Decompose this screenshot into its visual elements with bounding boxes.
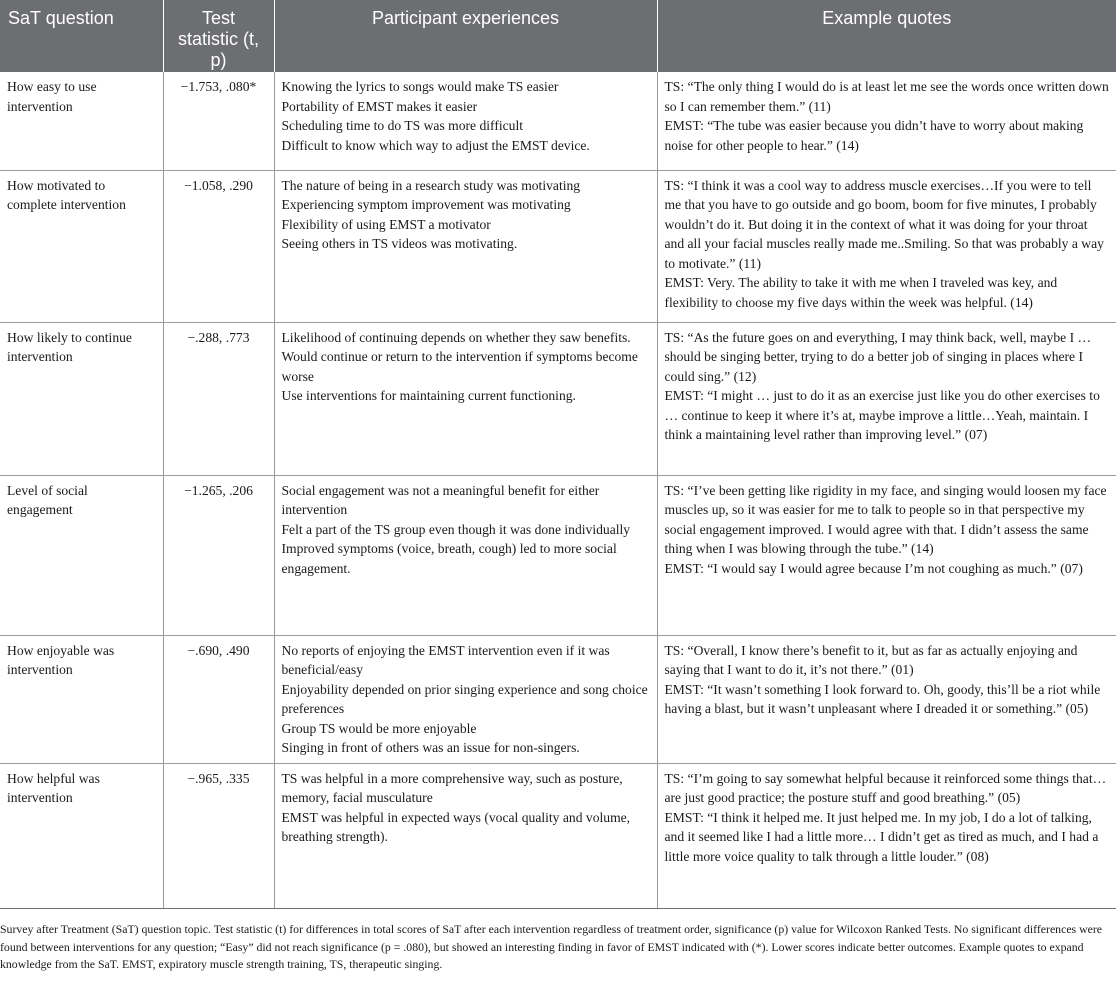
example-quote: EMST: “I think it helped me. It just helped me. In my job, I do a lot of talking, and it seemed like I had a little more… I didn’t get as tired as much, and I had a little more voice quality to talk through a little louder.” (08)	[664, 809, 1099, 864]
example-quote: TS: “I’m going to say somewhat helpful because it reinforced some things that… are just good practice; the posture stuff and good breathing.” (05)	[664, 770, 1107, 805]
example-quote: TS: “Overall, I know there’s benefit to it, but as far as actually enjoying and saying that I want to do it, it’s not there.” (01)	[664, 642, 1078, 677]
table-row	[0, 170, 1116, 322]
participant-experiences-cell	[274, 72, 657, 170]
example-quote: EMST: “I would say I would agree because I’m not coughing as much.” (07)	[664, 560, 1083, 576]
test-statistic-cell: −1.265, .206	[163, 475, 274, 635]
header-example-quotes: Example quotes	[657, 0, 1116, 72]
participant-experiences-cell	[274, 635, 657, 763]
sat-question-cell: How helpful was intervention	[0, 763, 163, 908]
experience-item: Likelihood of continuing depends on whether they saw benefits.	[281, 329, 631, 345]
table-body	[0, 72, 1116, 908]
header-sat-question: SaT question	[0, 0, 163, 72]
experience-item: Flexibility of using EMST a motivator	[281, 216, 491, 232]
experience-item: Experiencing symptom improvement was motivating	[281, 197, 571, 212]
sat-question-cell: How motivated to complete intervention	[0, 170, 163, 322]
experience-item: Difficult to know which way to adjust the EMST device.	[281, 137, 590, 153]
experience-item: Knowing the lyrics to songs would make TS easier	[281, 79, 559, 94]
header-participant-experiences: Participant experiences	[274, 0, 657, 72]
table-row	[0, 475, 1116, 635]
experience-item: Social engagement was not a meaningful benefit for either intervention	[281, 482, 600, 517]
experience-item: Scheduling time to do TS was more difficult	[281, 118, 524, 133]
table-row	[0, 322, 1116, 475]
experience-item: Seeing others in TS videos was motivating.	[281, 236, 518, 251]
example-quotes-cell	[657, 635, 1116, 763]
sat-question-cell: How enjoyable was intervention	[0, 635, 163, 763]
participant-experiences-cell	[274, 763, 657, 908]
table-row	[0, 635, 1116, 763]
table-row	[0, 763, 1116, 908]
experience-item: Group TS would be more enjoyable	[281, 720, 477, 736]
experience-item: Improved symptoms (voice, breath, cough) led to more social engagement.	[281, 541, 617, 576]
test-statistic-cell: −.965, .335	[163, 763, 274, 908]
example-quote: TS: “As the future goes on and everything, I may think back, well, maybe I … should be singing better, trying to do a better job of singing in places where I could sing.” (12)	[664, 329, 1092, 384]
participant-experiences-cell	[274, 170, 657, 322]
experience-item: Enjoyability depended on prior singing experience and song choice preferences	[281, 681, 648, 716]
table-footnote: Survey after Treatment (SaT) question topic. Test statistic (t) for differences in total scores of SaT after each intervention regardless of treatment order, significance (p) value for Wilcoxon Ranked Tests. No significant differences were found between interventions for any question; “Easy” did not reach significance (p = .080), but showed an interesting finding in favor of EMST indicated with (*). Lower scores indicate better outcomes. Example quotes to expand knowledge from the SaT. EMST, expiratory muscle strength training, TS, therapeutic singing.	[0, 922, 1103, 971]
experience-item: The nature of being in a research study was motivating	[281, 177, 581, 193]
test-statistic-cell: −1.753, .080*	[163, 72, 274, 170]
sat-question-cell: Level of social engagement	[0, 475, 163, 635]
experience-item: No reports of enjoying the EMST intervention even if it was beneficial/easy	[281, 642, 610, 677]
example-quote: EMST: Very. The ability to take it with me when I traveled was key, and flexibility to choose my five days within the week was helpful. (14)	[664, 275, 1058, 310]
experience-item: TS was helpful in a more comprehensive way, such as posture, memory, facial musculature	[281, 770, 623, 805]
example-quotes-cell	[657, 170, 1116, 322]
example-quote: EMST: “The tube was easier because you didn’t have to worry about making noise for other people to hear.” (14)	[664, 118, 1084, 153]
example-quotes-cell	[657, 763, 1116, 908]
example-quote: TS: “I think it was a cool way to address muscle exercises…If you were to tell me that you have to go outside and go boom, boom for five minutes, I probably wouldn’t do it. But doing it in the context of what it was doing for your throat and all your facial muscles really made me..Smiling. So that was probably a way to motivate.” (11)	[664, 177, 1104, 271]
experience-item: Singing in front of others was an issue for non-singers.	[281, 740, 580, 755]
test-statistic-cell: −.690, .490	[163, 635, 274, 763]
header-row	[0, 0, 1116, 72]
participant-experiences-cell	[274, 322, 657, 475]
example-quotes-cell	[657, 322, 1116, 475]
example-quote: TS: “The only thing I would do is at least let me see the words once written down so I can remember them.” (11)	[664, 79, 1109, 114]
sat-question-cell: How easy to use intervention	[0, 72, 163, 170]
example-quotes-cell	[657, 475, 1116, 635]
example-quote: TS: “I’ve been getting like rigidity in my face, and singing would loosen my face muscles up, so it was easier for me to talk to people so in that perspective my social engagement improved. I would agree with that. I didn’t assess the same thing when I was blowing through the tube.” (14)	[664, 482, 1107, 556]
sat-question-cell: How likely to continue intervention	[0, 322, 163, 475]
test-statistic-cell: −1.058, .290	[163, 170, 274, 322]
experience-item: Would continue or return to the intervention if symptoms become worse	[281, 349, 638, 384]
test-statistic-cell: −.288, .773	[163, 322, 274, 475]
header-test-statistic: Test statistic (t, p)	[163, 0, 274, 72]
example-quote: EMST: “It wasn’t something I look forward to. Oh, goody, this’ll be a riot while having a blast, but it wasn’t unpleasant where I dreaded it or something.” (05)	[664, 681, 1101, 716]
experience-item: Use interventions for maintaining current functioning.	[281, 388, 576, 403]
example-quote: EMST: “I might … just to do it as an exercise just like you do other exercises to … continue to keep it where it’s at, maybe improve a little…Yeah, maintain. I think a maintaining level rather than improving level.” (07)	[664, 388, 1100, 442]
participant-experiences-cell	[274, 475, 657, 635]
example-quotes-cell	[657, 72, 1116, 170]
experience-item: Portability of EMST makes it easier	[281, 98, 478, 114]
table-row	[0, 72, 1116, 170]
experience-item: EMST was helpful in expected ways (vocal quality and volume, breathing strength).	[281, 809, 631, 844]
experience-item: Felt a part of the TS group even though it was done individually	[281, 521, 631, 537]
